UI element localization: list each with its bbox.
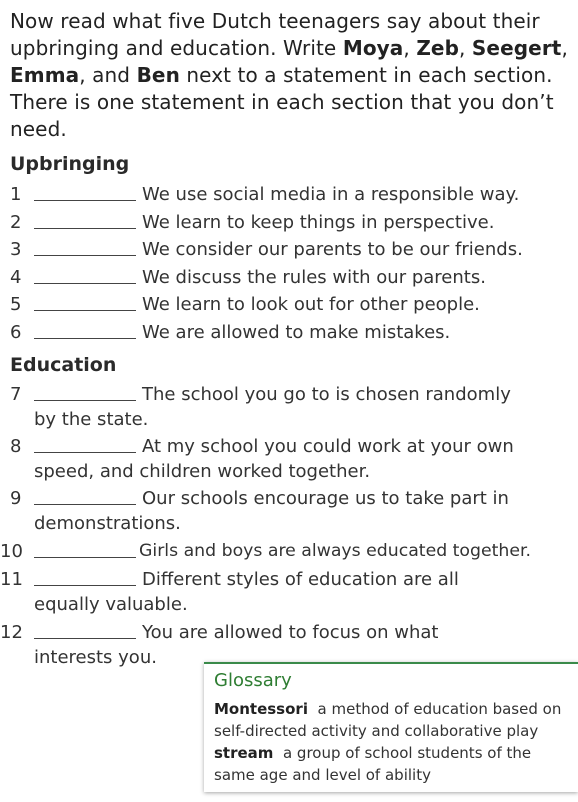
name-moya: Moya: [342, 36, 404, 60]
statement-text-continued: speed, and children worked together.: [34, 461, 371, 482]
answer-blank[interactable]: [34, 557, 136, 558]
statement-number: 5: [10, 294, 22, 315]
section-heading-education: Education: [10, 354, 117, 376]
glossary-title: Glossary: [214, 670, 292, 691]
statement-text-continued: demonstrations.: [34, 513, 181, 534]
answer-blank[interactable]: [34, 283, 136, 284]
answer-blank[interactable]: [34, 338, 136, 339]
statement-text-continued: by the state.: [34, 409, 149, 430]
name-seegert: Seegert: [471, 36, 562, 60]
statement-text: We learn to look out for other people.: [142, 294, 480, 315]
answer-blank[interactable]: [34, 504, 136, 505]
name-emma: Emma: [10, 63, 80, 87]
statement-number: 10: [0, 541, 23, 562]
statement-number: 9: [10, 488, 22, 509]
separator: , and: [79, 63, 137, 87]
instructions-paragraph: [10, 8, 570, 143]
glossary-definition: a method of education based on self-directed activity and collaborative play: [214, 700, 562, 740]
instructions-text-end: next to a statement in each section. There is one statement in each section that you don’t need.: [10, 63, 554, 141]
statement-number: 11: [0, 569, 23, 590]
statement-text: We are allowed to make mistakes.: [142, 322, 451, 343]
glossary-term: stream: [214, 744, 274, 762]
glossary-entries: [214, 698, 574, 786]
glossary-box: [204, 662, 578, 792]
statement-text: At my school you could work at your own: [142, 436, 514, 457]
section-heading-upbringing: Upbringing: [10, 153, 130, 175]
statement-text: Girls and boys are always educated together.: [139, 541, 531, 561]
statement-text-continued: interests you.: [34, 647, 157, 668]
statement-text: Different styles of education are all: [142, 569, 459, 590]
separator: ,: [403, 36, 417, 60]
statement-number: 3: [10, 239, 22, 260]
statement-number: 1: [10, 184, 22, 205]
statement-text: Our schools encourage us to take part in: [142, 488, 509, 509]
answer-blank[interactable]: [34, 200, 136, 201]
statement-number: 6: [10, 322, 22, 343]
answer-blank[interactable]: [34, 638, 136, 639]
answer-blank[interactable]: [34, 585, 136, 586]
statement-text: The school you go to is chosen randomly: [142, 384, 511, 405]
statement-text-continued: equally valuable.: [34, 594, 188, 615]
statement-number: 12: [0, 622, 23, 643]
statement-text: We use social media in a responsible way.: [142, 184, 520, 205]
statement-text: We consider our parents to be our friends.: [142, 239, 523, 260]
separator: ,: [459, 36, 472, 60]
statement-number: 7: [10, 384, 22, 405]
glossary-term: Montessori: [214, 700, 308, 718]
glossary-definition: a group of school students of the same age and level of ability: [214, 744, 532, 784]
answer-blank[interactable]: [34, 452, 136, 453]
glossary-entry: [214, 742, 574, 786]
separator: ,: [561, 36, 568, 60]
answer-blank[interactable]: [34, 400, 136, 401]
statement-text: You are allowed to focus on what: [142, 622, 439, 643]
name-zeb: Zeb: [416, 36, 459, 60]
answer-blank[interactable]: [34, 228, 136, 229]
glossary-entry: [214, 698, 574, 742]
statement-number: 8: [10, 436, 22, 457]
statement-number: 4: [10, 267, 22, 288]
statement-text: We learn to keep things in perspective.: [142, 212, 495, 233]
statement-number: 2: [10, 212, 22, 233]
name-ben: Ben: [136, 63, 180, 87]
instructions-text: Now read what five Dutch teenagers say about their upbringing and education. Write: [10, 9, 540, 60]
answer-blank[interactable]: [34, 310, 136, 311]
statement-text: We discuss the rules with our parents.: [142, 267, 486, 288]
answer-blank[interactable]: [34, 255, 136, 256]
